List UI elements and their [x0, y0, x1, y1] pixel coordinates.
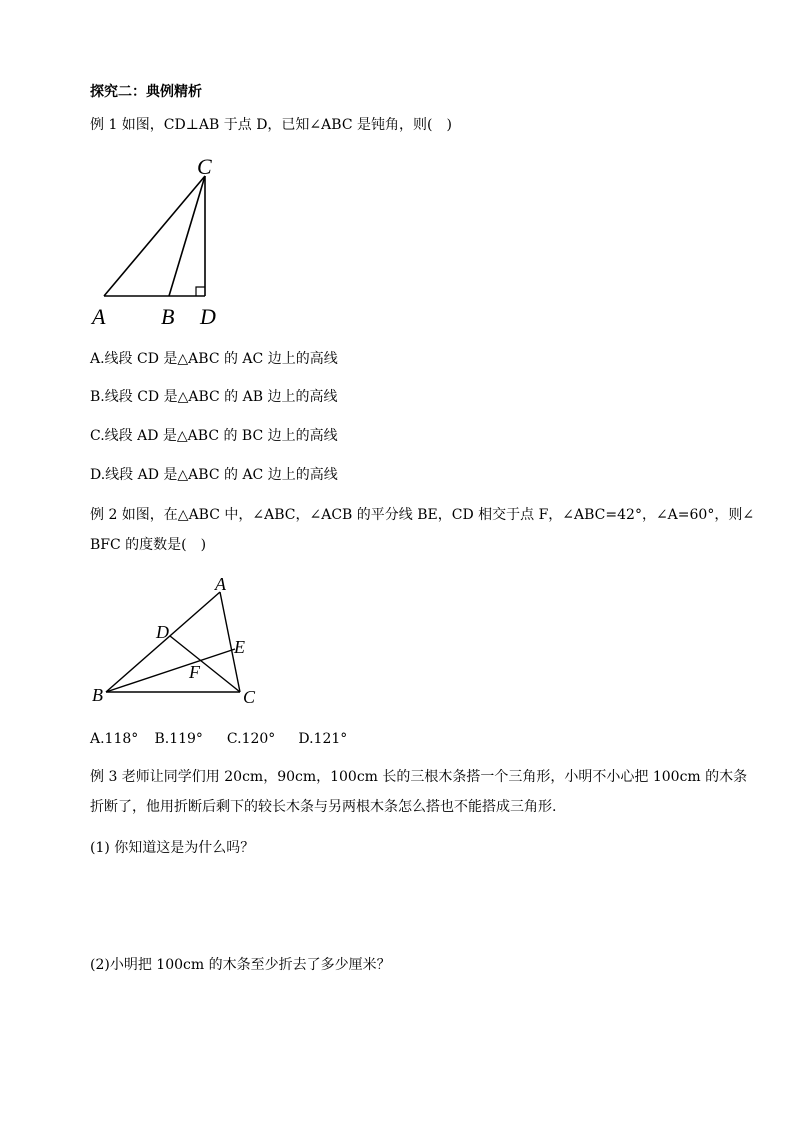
example-2-option-b: B.119° — [154, 731, 203, 747]
example-1-option-b: B.线段 CD 是△ABC 的 AB 边上的高线 — [90, 389, 338, 405]
label-A: A — [92, 304, 106, 329]
example-2-option-c: C.120° — [226, 731, 276, 747]
example-1-figure — [88, 150, 228, 330]
label-C: C — [243, 687, 256, 707]
bisector-CD — [170, 636, 240, 692]
label-A: A — [215, 574, 226, 594]
example-2-option-a: A.118° — [90, 731, 139, 747]
example-3-question-1: (1) 你知道这是为什么吗？ — [90, 840, 255, 856]
example-1-option-d: D.线段 AD 是△ABC 的 AC 边上的高线 — [90, 467, 338, 483]
label-C: C — [197, 154, 212, 179]
example-3-line-2: 折断了，他用折断后剩下的较长木条与另两根木条怎么搭也不能搭成三角形. — [90, 799, 557, 815]
label-F: F — [189, 662, 200, 682]
example-2-figure — [88, 570, 268, 710]
label-D: D — [156, 622, 169, 642]
example-1-option-a: A.线段 CD 是△ABC 的 AC 边上的高线 — [90, 351, 338, 367]
segment-AB — [106, 592, 220, 692]
right-angle-mark — [196, 287, 205, 296]
label-B: B — [161, 304, 175, 329]
bisector-BE — [106, 649, 235, 692]
example-2-question-line-1: 例 2 如图，在△ABC 中，∠ABC，∠ACB 的平分线 BE，CD 相交于点 F，∠ABC=42°，∠A=60°，则∠ — [90, 507, 755, 523]
label-B: B — [92, 685, 103, 705]
section-title: 探究二：典例精析 — [90, 84, 202, 100]
example-3-question-2: (2)小明把 100cm 的木条至少折去了多少厘米？ — [90, 957, 391, 973]
segment-BC — [169, 176, 205, 296]
segment-AC — [104, 176, 205, 296]
example-2-option-d: D.121° — [298, 731, 348, 747]
label-E: E — [234, 637, 245, 657]
example-3-line-1: 例 3 老师让同学们用 20cm，90cm，100cm 长的三根木条搭一个三角形，小明不小心把 100cm 的木条 — [90, 769, 748, 785]
example-2-options — [90, 729, 347, 749]
example-1-question: 例 1 如图，CD⊥AB 于点 D，已知∠ABC 是钝角，则( ) — [90, 117, 452, 133]
label-D: D — [200, 304, 216, 329]
example-2-question-line-2: BFC 的度数是( ) — [90, 537, 207, 553]
example-1-option-c: C.线段 AD 是△ABC 的 BC 边上的高线 — [90, 428, 338, 444]
